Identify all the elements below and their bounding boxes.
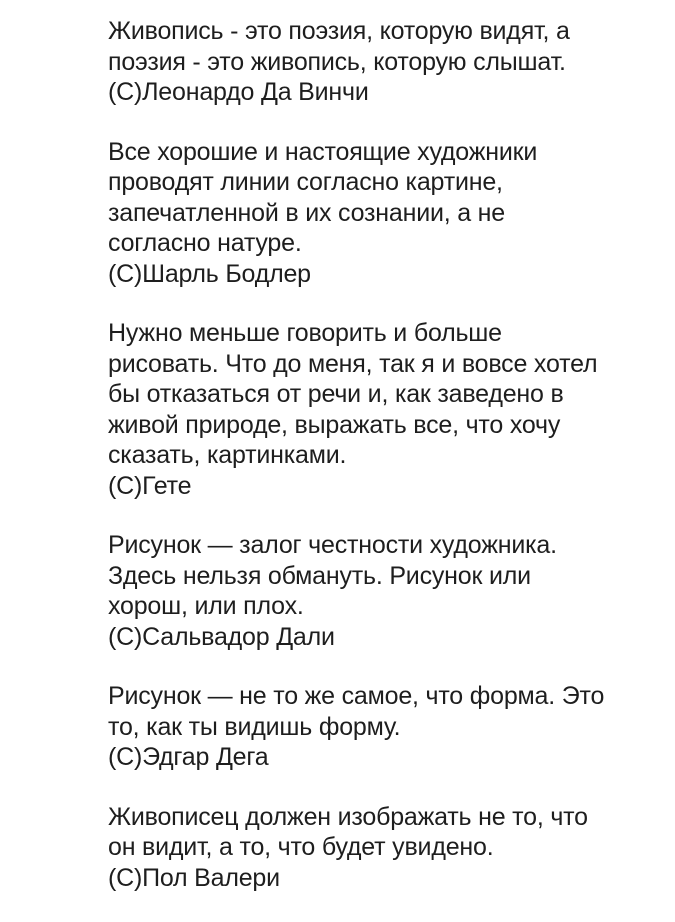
quote-line: то, как ты видишь форму. (108, 712, 401, 741)
quote-author: (С)Шарль Бодлер (108, 259, 311, 288)
quote-line: он видит, а то, что будет увидено. (108, 833, 494, 861)
quote-line: Все хорошие и настоящие художники (108, 137, 538, 166)
quote-line: Здесь нельзя обмануть. Рисунок или (108, 561, 531, 590)
quote-line: хорош, или плох. (108, 592, 304, 620)
quote-line: Рисунок — не то же самое, что форма. Это (108, 682, 605, 710)
quote-block (108, 530, 648, 652)
quote-block (108, 318, 648, 501)
quote-block (108, 802, 648, 894)
quote-author: (С)Гете (108, 471, 192, 500)
quotes-list (108, 16, 648, 922)
quote-line: Рисунок — залог честности художника. (108, 531, 557, 559)
quote-line: рисовать. Что до меня, так я и вовсе хотел (108, 349, 598, 378)
quote-line: Живописец должен изображать не то, что (108, 802, 588, 831)
quote-line: проводят линии согласно картине, (108, 168, 503, 196)
quote-block (108, 137, 648, 290)
quote-line: Нужно меньше говорить и больше (108, 319, 502, 347)
quote-author: (С)Сальвадор Дали (108, 622, 335, 651)
quote-line: поэзия - это живопись, которую слышат. (108, 47, 566, 76)
quote-line: живой природе, выражать все, что хочу (108, 410, 561, 439)
quote-author: (С)Эдгар Дега (108, 743, 269, 771)
quote-line: бы отказаться от речи и, как заведено в (108, 380, 564, 408)
quote-line: сказать, картинками. (108, 441, 347, 469)
quote-author: (С)Пол Валери (108, 863, 280, 892)
quote-line: запечатленной в их сознании, а не (108, 198, 505, 227)
quote-author: (С)Леонардо Да Винчи (108, 78, 369, 106)
quote-line: согласно натуре. (108, 229, 302, 257)
quote-block (108, 681, 648, 773)
quote-block (108, 16, 648, 108)
quote-line: Живопись - это поэзия, которую видят, а (108, 17, 570, 45)
